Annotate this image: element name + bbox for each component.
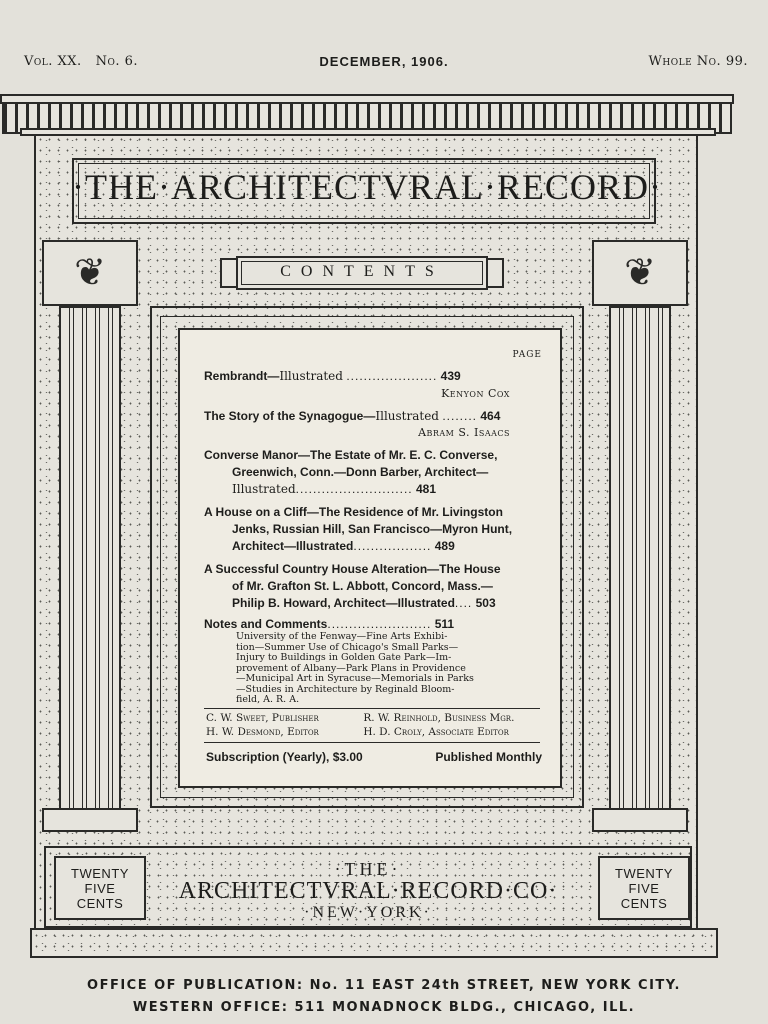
entry-line: Illustrated (232, 482, 296, 496)
notes-line: tion—Summer Use of Chicago's Small Parks— (236, 641, 459, 653)
entry-subtitle: Illustrated (279, 369, 343, 383)
entry-line: Jenks, Russian Hill, San Francisco—Myron Hunt, (232, 522, 513, 536)
volume: Vol. XX. (24, 54, 82, 69)
associate-editor-credit: H. D. Croly, Associate Editor (363, 726, 509, 738)
entry-line: A Successful Country House Alteration—The House (204, 562, 501, 576)
plinth (30, 928, 718, 958)
entry-title: Notes and Comments (204, 617, 328, 631)
entry-leader: ........................... (295, 482, 413, 496)
editor-credit: H. W. Desmond, Editor (206, 726, 319, 738)
office-of-publication: OFFICE OF PUBLICATION: No. 11 EAST 24th STREET, NEW YORK CITY. (87, 978, 681, 993)
toc-entry-country-house[interactable] (204, 561, 542, 612)
subscription-row (206, 750, 542, 764)
right-acanthus-ornament-icon: ❦ (624, 250, 656, 294)
price-line: FIVE (84, 881, 116, 896)
entry-page: 511 (434, 617, 455, 631)
entry-leader: .................. (353, 539, 432, 553)
entry-page: 489 (434, 539, 455, 553)
notes-line: provement of Albany—Park Plans in Providence (236, 662, 466, 674)
left-acanthus-ornament-icon: ❦ (74, 250, 106, 294)
entry-leader: ..................... (346, 369, 438, 383)
right-column-base (592, 808, 688, 832)
right-capital (592, 240, 688, 306)
author-kenyon-cox: Kenyon Cox (441, 387, 510, 400)
divider (204, 708, 540, 709)
subscription-price: Subscription (Yearly), $3.00 (206, 750, 363, 764)
issue-date: DECEMBER, 1906. (319, 54, 449, 69)
entry-title: Rembrandt— (204, 369, 280, 383)
notes-line: —Municipal Art in Syracuse—Memorials in Parks (236, 673, 474, 684)
notes-summary (236, 632, 542, 706)
notes-line: field, A. R. A. (236, 694, 300, 705)
staff-credits (206, 711, 514, 739)
page-column-label: PAGE (512, 350, 542, 360)
publication-frequency: Published Monthly (435, 750, 542, 764)
price-line: FIVE (628, 881, 660, 896)
notes-line: University of the Fenway—Fine Arts Exhibi- (236, 631, 448, 642)
company-line: ARCHITECTVRAL·RECORD·CO· (178, 878, 558, 904)
business-manager-credit: R. W. Reinhold, Business Mgr. (363, 712, 515, 724)
price-line: CENTS (76, 896, 124, 911)
toc-entry-synagogue[interactable] (204, 408, 542, 425)
entry-line: of Mr. Grafton St. L. Abbott, Concord, Mass.— (232, 579, 493, 593)
left-column-base (42, 808, 138, 832)
company-line: ·NEW·YORK· (304, 904, 432, 921)
entry-line: Philip B. Howard, Architect—Illustrated (232, 596, 455, 610)
western-office: WESTERN OFFICE: 511 MONADNOCK BLDG., CHICAGO, ILL. (132, 1000, 636, 1015)
issue-number: No. 6. (95, 54, 138, 69)
entry-line: A House on a Cliff—The Residence of Mr. Livingston (204, 505, 503, 519)
price-box-right (598, 856, 690, 920)
price-line: CENTS (620, 896, 668, 911)
author-abram-isaacs: Abram S. Isaacs (418, 426, 510, 439)
entry-page: 464 (480, 409, 501, 423)
price-box-left (54, 856, 146, 920)
magazine-title: ·THE·ARCHITECTVRAL·RECORD· (72, 167, 662, 207)
entry-title: The Story of the Synagogue— (204, 409, 376, 423)
banner-right-tail (486, 258, 504, 288)
entry-leader: ........................ (327, 617, 432, 631)
left-capital (42, 240, 138, 306)
notes-line: —Studies in Architecture by Reginald Bloom- (236, 683, 455, 695)
contents-heading: CONTENTS (280, 263, 444, 280)
entry-subtitle: Illustrated (375, 409, 439, 423)
entry-leader: .... (454, 596, 473, 610)
entry-page: 503 (475, 596, 496, 610)
price-line: TWENTY (71, 866, 129, 881)
entry-line: Greenwich, Conn.—Donn Barber, Architect— (232, 465, 489, 479)
entry-line: Architect—Illustrated (232, 539, 354, 553)
whole-number: Whole No. 99. (648, 54, 748, 69)
divider (204, 742, 540, 743)
cornice-base (20, 128, 716, 136)
entry-leader: ........ (442, 409, 477, 423)
publisher-credit: C. W. Sweet, Publisher (206, 712, 319, 724)
entry-line: Converse Manor—The Estate of Mr. E. C. Converse, (204, 448, 498, 462)
entry-page: 439 (440, 369, 461, 383)
price-line: TWENTY (615, 866, 673, 881)
notes-line: Injury to Buildings in Golden Gate Park—Im- (236, 652, 452, 663)
publisher-name (150, 858, 586, 924)
right-column (609, 306, 671, 810)
toc-entry-house-on-cliff[interactable] (204, 504, 542, 555)
company-line: ·THE· (334, 859, 402, 879)
left-column (59, 306, 121, 810)
entry-page: 481 (416, 482, 437, 496)
toc-entry-converse-manor[interactable] (204, 447, 542, 498)
toc-entry-rembrandt[interactable] (204, 368, 542, 385)
cornice-cap (0, 94, 734, 104)
